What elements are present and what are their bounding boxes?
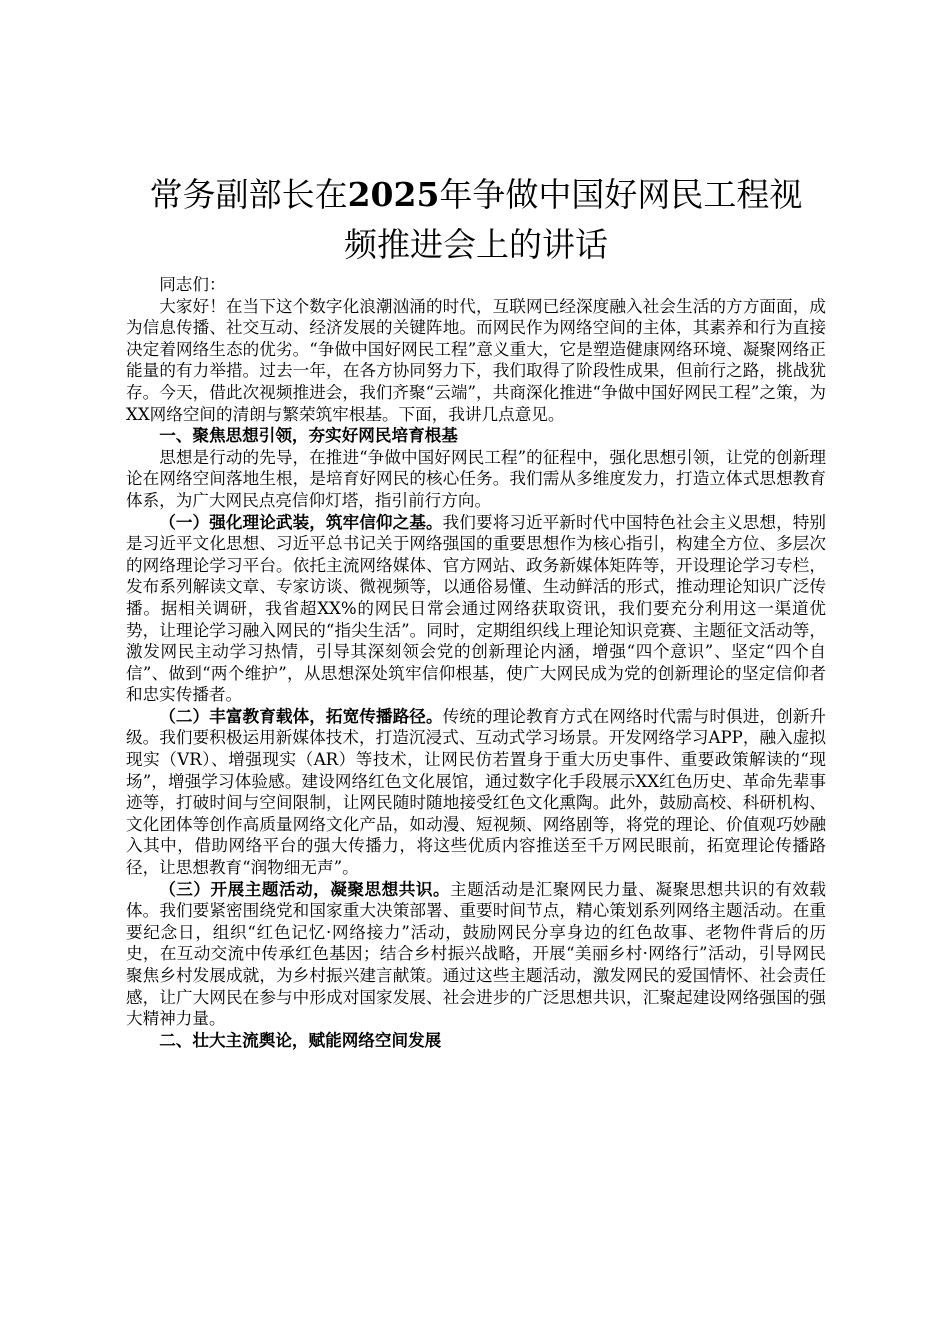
item3-paragraph: [126, 879, 826, 1030]
item1-title: （一）强化理论武装，筑牢信仰之基。: [159, 511, 443, 532]
item2-paragraph: [126, 706, 826, 879]
document-body: [126, 274, 826, 1051]
item2-title: （二）丰富教育载体，拓宽传播路径。: [159, 705, 443, 726]
document-page: [126, 170, 826, 1051]
section1-heading: 一、聚焦思想引领，夯实好网民培育根基: [159, 425, 458, 446]
section1-intro: 思想是行动的先导，在推进“争做中国好网民工程”的征程中，强化思想引领，让党的创新理论在网络空间落地生根，是培育好网民的核心任务。我们需从多维度发力，打造立体式思想教育体系，为广大网民点亮信仰灯塔，指引前行方向。: [126, 447, 826, 510]
title-line1-pre: 常务副部长在: [149, 175, 348, 214]
intro-paragraph: 大家好！在当下这个数字化浪潮汹涌的时代，互联网已经深度融入社会生活的方方面面，成为信息传播、社交互动、经济发展的关键阵地。而网民作为网络空间的主体，其素养和行为直接决定着网络生态的优劣。“争做中国好网民工程”意义重大，它是塑造健康网络环境、凝聚网络正能量的有力举措。过去一年，在各方协同努力下，我们取得了阶段性成果，但前行之路，挑战犹存。今天，借此次视频推进会，我们齐聚“云端”，共商深化推进“争做中国好网民工程”之策，为XX网络空间的清朗与繁荣筑牢根基。下面，我讲几点意见。: [126, 296, 826, 424]
title-line2: 频推进会上的讲话: [344, 225, 608, 264]
item2-body: 传统的理论教育方式在网络时代需与时俱进，创新升级。我们要积极运用新媒体技术，打造沉浸式、互动式学习场景。开发网络学习APP，融入虚拟现实（VR）、增强现实（AR）等技术，让网民仿若置身于重大历史事件、重要政策解读的“现场”，增强学习体验感。建设网络红色文化展馆，通过数字化手段展示XX红色历史、革命先辈事迹等，打破时间与空间限制，让网民随时随地接受红色文化熏陶。此外，鼓励高校、科研机构、文化团体等创作高质量网络文化产品，如动漫、短视频、网络剧等，将党的理论、价值观巧妙融入其中，借助网络平台的强大传播力，将这些优质内容推送至千万网民眼前，拓宽理论传播路径，让思想教育“润物细无声”。: [126, 706, 827, 878]
item3-title: （三）开展主题活动，凝聚思想共识。: [159, 878, 451, 899]
salutation: 同志们：: [159, 275, 226, 294]
section2-heading: 二、壮大主流舆论，赋能网络空间发展: [159, 1029, 442, 1050]
document-title: [126, 170, 826, 270]
item3-body: 主题活动是汇聚网民力量、凝聚思想共识的有效载体。我们要紧密围绕党和国家重大决策部署、重要时间节点，精心策划系列网络主题活动。在重要纪念日，组织“红色记忆·网络接力”活动，鼓励网民分享身边的红色故事、老物件背后的历史，在互动交流中传承红色基因；结合乡村振兴战略，开展“美丽乡村·网络行”活动，引导网民聚焦乡村发展成就，为乡村振兴建言献策。通过这些主题活动，激发网民的爱国情怀、社会责任感，让广大网民在参与中形成对国家发展、社会进步的广泛思想共识，汇聚起建设网络强国的强大精神力量。: [126, 879, 827, 1029]
item1-paragraph: [126, 512, 826, 706]
title-year: 2025: [347, 175, 440, 214]
item1-body: 我们要将习近平新时代中国特色社会主义思想，特别是习近平文化思想、习近平总书记关于网络强国的重要思想作为核心指引，构建全方位、多层次的网络理论学习平台。依托主流网络媒体、官方网站、政务新媒体矩阵等，开设理论学习专栏，发布系列解读文章、专家访谈、微视频等，以通俗易懂、生动鲜活的形式，推动理论知识广泛传播。据相关调研，我省超XX%的网民日常会通过网络获取资讯，我们要充分利用这一渠道优势，让理论学习融入网民的“指尖生活”。同时，定期组织线上理论知识竞赛、主题征文活动等，激发网民主动学习热情，引导其深刻领会党的创新理论内涵，增强“四个意识”、坚定“四个自信”、做到“两个维护”，从思想深处筑牢信仰根基，使广大网民成为党的创新理论的坚定信仰者和忠实传播者。: [126, 512, 827, 705]
title-line1-post: 年争做中国好网民工程视: [439, 175, 803, 214]
